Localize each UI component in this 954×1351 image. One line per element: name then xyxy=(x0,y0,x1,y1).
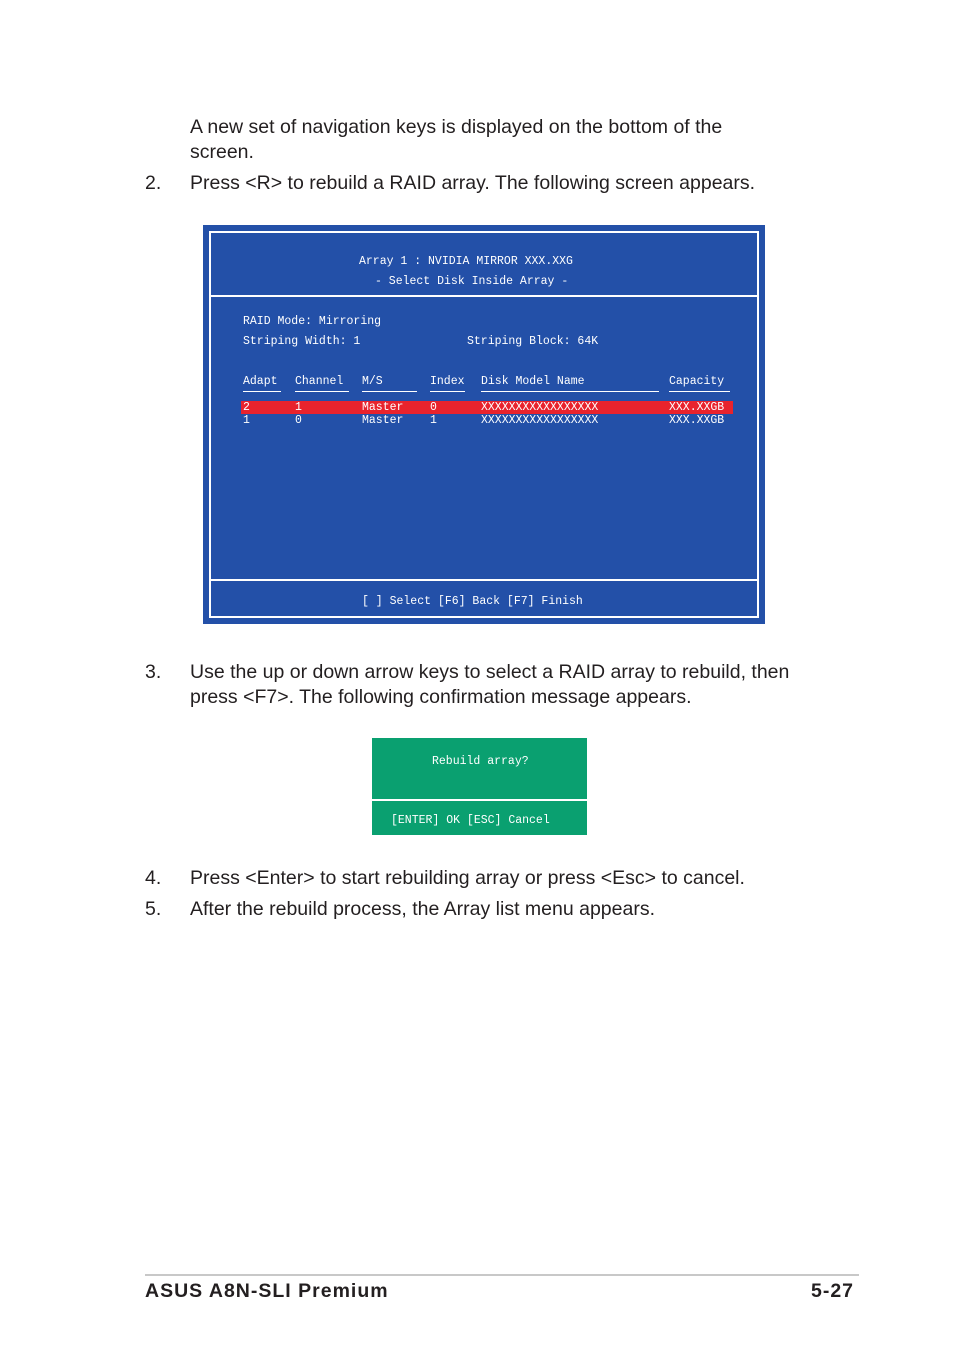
footer-title: ASUS A8N-SLI Premium xyxy=(145,1280,389,1302)
striping-block: Striping Block: 64K xyxy=(467,335,599,348)
confirm-dialog xyxy=(372,738,587,835)
step-text: Press <R> to rebuild a RAID array. The following screen appears. xyxy=(190,172,756,194)
intro-line-2: screen. xyxy=(190,141,254,163)
step-number: 4. xyxy=(145,867,162,889)
step-number: 5. xyxy=(145,898,162,920)
intro-line-1: A new set of navigation keys is displayed on the bottom of the xyxy=(190,116,723,138)
row-2-disk-model: XXXXXXXXXXXXXXXXX xyxy=(481,414,599,427)
row-2-channel: 0 xyxy=(295,414,302,427)
bios-subtitle: - Select Disk Inside Array - xyxy=(375,275,569,288)
col-adapt: Adapt xyxy=(243,375,281,392)
bios-screen xyxy=(203,225,765,624)
bios-key-legend: [ ] Select [F6] Back [F7] Finish xyxy=(362,595,583,608)
bios-divider-bottom xyxy=(211,579,757,581)
step-text: Use the up or down arrow keys to select a RAID array to rebuild, then xyxy=(190,661,790,683)
col-channel: Channel xyxy=(295,375,349,392)
row-1-ms: Master xyxy=(362,401,404,414)
row-1-capacity: XXX.XXGB xyxy=(669,401,725,414)
row-1-disk-model: XXXXXXXXXXXXXXXXX xyxy=(481,401,599,414)
row-2-adapt[interactable]: 1 xyxy=(243,414,250,427)
step-text: press <F7>. The following confirmation message appears. xyxy=(190,686,692,708)
row-2-ms: Master xyxy=(362,414,404,427)
dialog-message: Rebuild array? xyxy=(432,755,529,768)
row-1-adapt: 2 xyxy=(243,401,250,414)
bios-frame xyxy=(209,231,759,618)
col-index: Index xyxy=(430,375,465,392)
bios-divider-top xyxy=(211,295,757,297)
footer-rule xyxy=(145,1274,859,1276)
row-2-capacity: XXX.XXGB xyxy=(669,414,725,427)
dialog-actions[interactable]: [ENTER] OK [ESC] Cancel xyxy=(391,814,550,827)
striping-width: Striping Width: 1 xyxy=(243,335,361,348)
raid-mode: RAID Mode: Mirroring xyxy=(243,315,382,328)
step-number: 3. xyxy=(145,661,162,683)
dialog-divider xyxy=(372,799,587,801)
step-text: Press <Enter> to start rebuilding array or press <Esc> to cancel. xyxy=(190,867,745,889)
bios-title: Array 1 : NVIDIA MIRROR XXX.XXG xyxy=(359,255,573,268)
row-1-channel: 1 xyxy=(295,401,302,414)
page-number: 5-27 xyxy=(811,1280,855,1302)
col-disk-model: Disk Model Name xyxy=(481,375,659,392)
col-ms: M/S xyxy=(362,375,417,392)
col-capacity: Capacity xyxy=(669,375,730,392)
step-number: 2. xyxy=(145,172,162,194)
row-1-index: 0 xyxy=(430,401,437,414)
step-text: After the rebuild process, the Array list menu appears. xyxy=(190,898,655,920)
row-2-index: 1 xyxy=(430,414,437,427)
